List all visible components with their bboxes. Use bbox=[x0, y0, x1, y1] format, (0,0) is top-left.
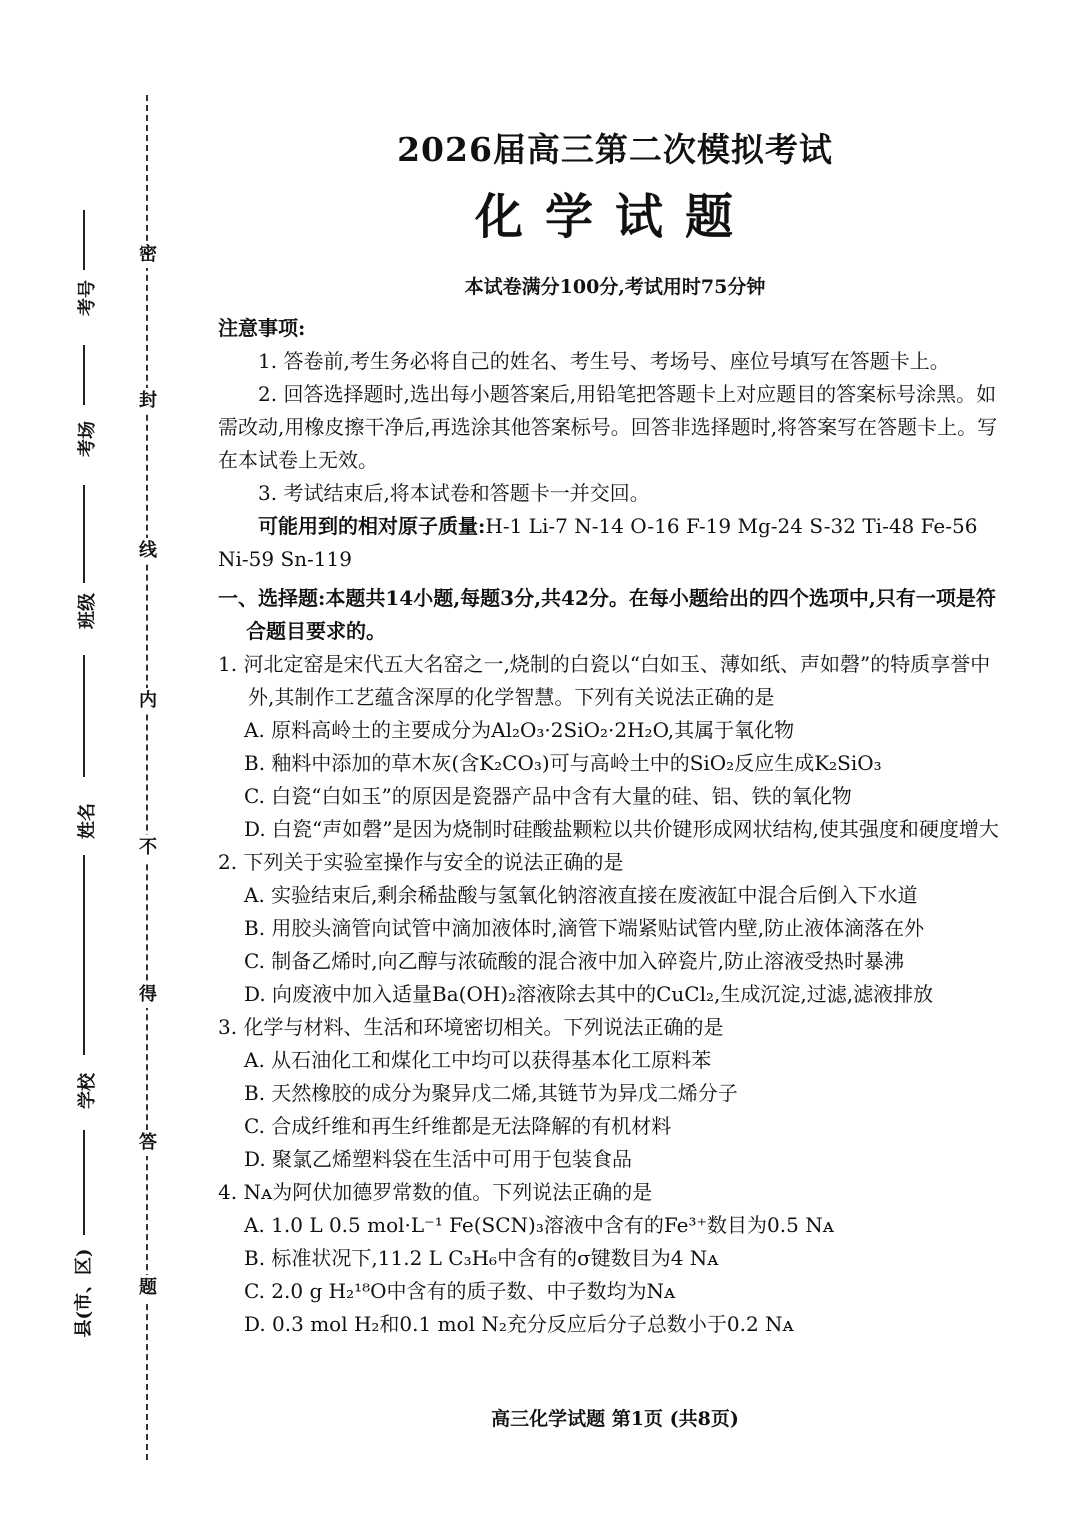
field-county: 县(市、区) bbox=[73, 1248, 95, 1338]
question-stem: 2. 下列关于实验室操作与安全的说法正确的是 bbox=[218, 850, 624, 874]
option: B. 用胶头滴管向试管中滴加液体时,滴管下端紧贴试管内壁,防止液体滴落在外 bbox=[244, 916, 925, 940]
option: A. 从石油化工和煤化工中均可以获得基本化工原料苯 bbox=[244, 1048, 712, 1072]
county-line bbox=[83, 1130, 85, 1235]
option: D. 0.3 mol H₂和0.1 mol N₂充分反应后分子总数小于0.2 Nᴀ bbox=[244, 1312, 794, 1336]
section-heading: 一、选择题:本题共14小题,每题3分,共42分。在每小题给出的四个选项中,只有一项是符合题目要求的。 bbox=[218, 586, 996, 643]
question-2 bbox=[218, 846, 1008, 1011]
seal-char: 线 bbox=[138, 538, 158, 564]
question-stem: 1. 河北定窑是宋代五大名窑之一,烧制的白瓷以“白如玉、薄如纸、声如磬”的特质享誉中外,其制作工艺蕴含深厚的化学智慧。下列有关说法正确的是 bbox=[218, 652, 991, 709]
seal-char: 内 bbox=[138, 688, 158, 714]
exam-subtitle: 本试卷满分100分,考试用时75分钟 bbox=[464, 276, 766, 298]
option: D. 白瓷“声如磬”是因为烧制时硅酸盐颗粒以共价键形成网状结构,使其强度和硬度增大 bbox=[244, 817, 999, 841]
option: C. 2.0 g H₂¹⁸O中含有的质子数、中子数均为Nᴀ bbox=[244, 1279, 676, 1303]
subject-title: 化学试题 bbox=[474, 189, 755, 245]
question-stem: 3. 化学与材料、生活和环境密切相关。下列说法正确的是 bbox=[218, 1015, 724, 1039]
atomic-mass-label: 可能用到的相对原子质量: bbox=[258, 514, 486, 538]
seal-char: 不 bbox=[138, 835, 158, 861]
atomic-mass-values: H-1 Li-7 N-14 O-16 F-19 Mg-24 S-32 Ti-48 Fe-56 Ni-59 Sn-119 bbox=[218, 514, 978, 571]
option: D. 向废液中加入适量Ba(OH)₂溶液除去其中的CuCl₂,生成沉淀,过滤,滤液排放 bbox=[244, 982, 934, 1006]
option: A. 1.0 L 0.5 mol·L⁻¹ Fe(SCN)₃溶液中含有的Fe³⁺数目为0.5 Nᴀ bbox=[244, 1213, 834, 1237]
field-exam-number: 考号 bbox=[77, 280, 98, 316]
question-stem: 4. Nᴀ为阿伏加德罗常数的值。下列说法正确的是 bbox=[218, 1180, 653, 1204]
option: A. 实验结束后,剩余稀盐酸与氢氧化钠溶液直接在废液缸中混合后倒入下水道 bbox=[244, 883, 918, 907]
note-item: 2. 回答选择题时,选出每小题答案后,用铅笔把答题卡上对应题目的答案标号涂黑。如需改动,用橡皮擦干净后,再选涂其他答案标号。回答非选择题时,将答案写在答题卡上。写在本试卷上无效。 bbox=[218, 382, 998, 472]
atomic-mass-line bbox=[218, 510, 1008, 576]
question-1 bbox=[218, 648, 1008, 846]
note-item: 1. 答卷前,考生务必将自己的姓名、考生号、考场号、座位号填写在答题卡上。 bbox=[258, 349, 950, 373]
seal-char: 得 bbox=[138, 982, 158, 1008]
option: C. 合成纤维和再生纤维都是无法降解的有机材料 bbox=[244, 1114, 672, 1138]
school-line bbox=[83, 855, 85, 1055]
option: A. 原料高岭土的主要成分为Al₂O₃·2SiO₂·2H₂O,其属于氧化物 bbox=[244, 718, 795, 742]
option: B. 标准状况下,11.2 L C₃H₆中含有的σ键数目为4 Nᴀ bbox=[244, 1246, 719, 1270]
field-school: 学校 bbox=[77, 1073, 98, 1109]
exam-title: 2026届高三第二次模拟考试 bbox=[397, 130, 833, 169]
seal-dashed-line bbox=[146, 95, 148, 1460]
question-4 bbox=[218, 1176, 1008, 1341]
field-exam-room: 考场 bbox=[77, 421, 98, 457]
field-class: 班级 bbox=[77, 593, 98, 629]
note-item: 3. 考试结束后,将本试卷和答题卡一并交回。 bbox=[258, 481, 650, 505]
option: C. 制备乙烯时,向乙醇与浓硫酸的混合液中加入碎瓷片,防止溶液受热时暴沸 bbox=[244, 949, 905, 973]
class-line bbox=[83, 485, 85, 583]
seal-char: 封 bbox=[138, 388, 158, 414]
exam-room-line bbox=[83, 345, 85, 405]
option: B. 天然橡胶的成分为聚异戊二烯,其链节为异戊二烯分子 bbox=[244, 1081, 738, 1105]
page-footer: 高三化学试题 第1页 (共8页) bbox=[491, 1408, 739, 1430]
question-3 bbox=[218, 1011, 1008, 1176]
option: B. 釉料中添加的草木灰(含K₂CO₃)可与高岭土中的SiO₂反应生成K₂SiO₃ bbox=[244, 751, 882, 775]
field-name: 姓名 bbox=[77, 803, 98, 839]
name-line bbox=[83, 655, 85, 777]
exam-content bbox=[218, 312, 1008, 1341]
seal-char: 答 bbox=[138, 1130, 158, 1156]
notes-heading: 注意事项: bbox=[218, 316, 306, 340]
option: D. 聚氯乙烯塑料袋在生活中可用于包装食品 bbox=[244, 1147, 633, 1171]
seal-char: 题 bbox=[138, 1275, 158, 1301]
option: C. 白瓷“白如玉”的原因是瓷器产品中含有大量的硅、铝、铁的氧化物 bbox=[244, 784, 852, 808]
seal-char: 密 bbox=[138, 242, 158, 268]
